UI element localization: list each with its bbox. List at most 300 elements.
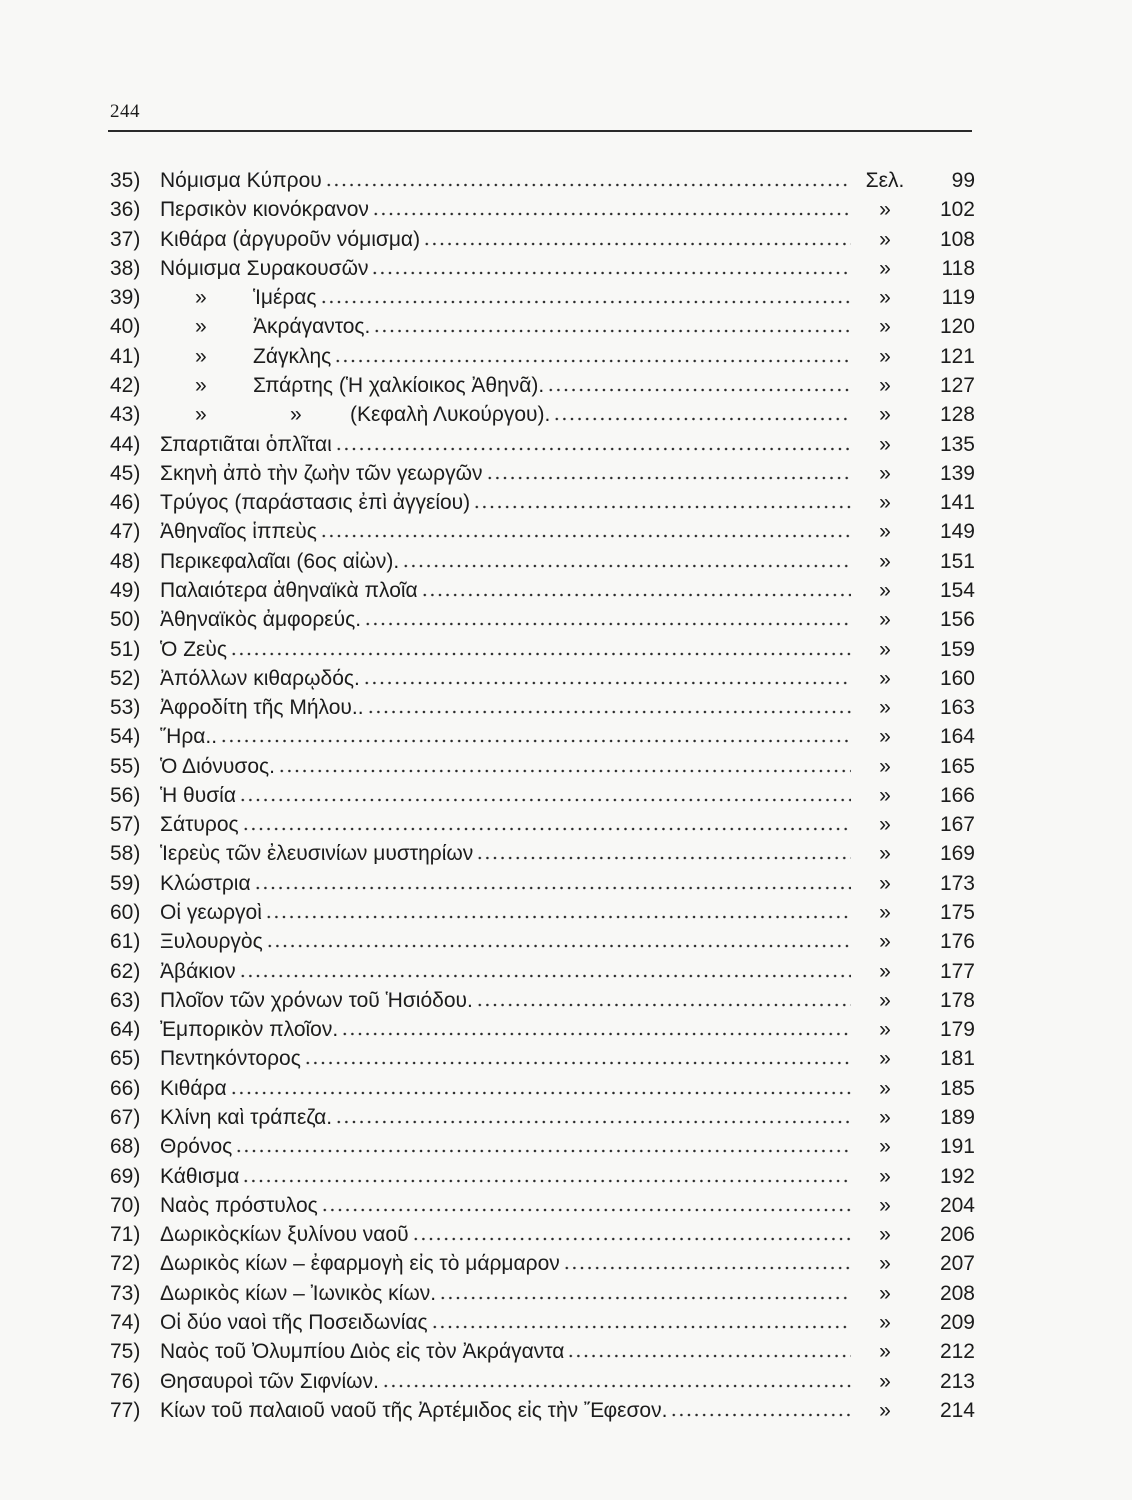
entry-title: Σπαρτιᾶται ὁπλῖται bbox=[160, 432, 332, 456]
entry-title-cell bbox=[160, 957, 855, 986]
entry-number: 49) bbox=[110, 578, 141, 602]
page-label: » bbox=[879, 315, 891, 339]
page-label: » bbox=[879, 725, 891, 749]
entry-title-cell bbox=[160, 430, 855, 459]
dot-leader bbox=[486, 476, 851, 480]
index-entry bbox=[110, 1249, 975, 1278]
entry-title-cell bbox=[160, 1191, 855, 1220]
index-entry bbox=[110, 400, 975, 429]
page-label: » bbox=[879, 871, 891, 895]
entry-number: 56) bbox=[110, 783, 141, 807]
index-entry bbox=[110, 371, 975, 400]
entry-page-number: 128 bbox=[939, 403, 975, 427]
entry-number: 48) bbox=[110, 549, 141, 573]
entry-page-number: 141 bbox=[939, 491, 975, 515]
entry-page-number: 189 bbox=[939, 1106, 975, 1129]
entry-page-number: 166 bbox=[939, 783, 975, 807]
entry-number: 64) bbox=[110, 1018, 141, 1042]
entry-title: Κιθάρα bbox=[160, 1076, 227, 1100]
entry-title: Περσικὸν κιονόκρανον bbox=[160, 198, 369, 222]
entry-number: 73) bbox=[110, 1281, 141, 1305]
index-entry bbox=[110, 693, 975, 722]
entry-title: Νόμισμα Συρακουσῶν bbox=[160, 256, 369, 280]
index-entry bbox=[110, 1337, 975, 1366]
entry-number: 36) bbox=[110, 198, 141, 222]
entry-title-cell bbox=[160, 225, 855, 254]
dot-leader bbox=[334, 359, 851, 363]
entry-number: 62) bbox=[110, 959, 141, 983]
index-entry bbox=[110, 1074, 975, 1103]
entry-number: 52) bbox=[110, 666, 141, 690]
entry-page-number: 127 bbox=[939, 373, 975, 397]
page-label: » bbox=[879, 813, 891, 837]
dot-leader bbox=[230, 1091, 851, 1095]
page-label: » bbox=[879, 1106, 891, 1129]
entry-number: 77) bbox=[110, 1398, 141, 1422]
entry-title-cell bbox=[160, 1015, 855, 1044]
entry-title-cell bbox=[160, 576, 855, 605]
index-entry bbox=[110, 722, 975, 751]
entry-title: Ἱμέρας bbox=[253, 286, 317, 310]
entry-number: 74) bbox=[110, 1310, 141, 1334]
page-label: » bbox=[879, 666, 891, 690]
entry-title-cell bbox=[160, 810, 855, 839]
entry-title: Δωρικὸς κίων – ἐφαρμογὴ εἰς τὸ μάρμαρον bbox=[160, 1252, 560, 1276]
entry-title: Ἀπόλλων κιθαρῳδός. bbox=[160, 666, 360, 690]
index-entry bbox=[110, 957, 975, 986]
entry-number: 43) bbox=[110, 403, 141, 427]
entry-title: Θρόνος bbox=[160, 1135, 233, 1159]
entry-title: Ἐμπορικὸν πλοῖον. bbox=[160, 1018, 339, 1042]
entry-number: 69) bbox=[110, 1164, 141, 1188]
dot-leader bbox=[321, 1208, 851, 1212]
entry-title-cell bbox=[160, 254, 855, 283]
entry-page-number: 209 bbox=[939, 1310, 975, 1334]
page-label: » bbox=[879, 1281, 891, 1305]
entry-title-cell bbox=[160, 312, 855, 341]
entry-title-cell bbox=[160, 898, 855, 927]
entry-title-cell bbox=[160, 1367, 855, 1396]
dot-leader bbox=[670, 1413, 851, 1417]
entry-number: 47) bbox=[110, 520, 141, 544]
entry-title: Σκηνὴ ἀπὸ τὴν ζωὴν τῶν γεωργῶν bbox=[160, 461, 483, 485]
page-label: » bbox=[879, 1076, 891, 1100]
entry-title: Ναὸς τοῦ Ὀλυμπίου Διὸς εἰς τὸν Ἀκράγαντα bbox=[160, 1340, 565, 1364]
dot-leader bbox=[235, 1149, 851, 1153]
entry-title-cell bbox=[160, 1337, 855, 1366]
page-label: » bbox=[879, 198, 891, 222]
entry-page-number: 204 bbox=[939, 1193, 975, 1217]
index-entry bbox=[110, 1220, 975, 1249]
entry-number: 50) bbox=[110, 608, 141, 632]
entry-number: 67) bbox=[110, 1106, 141, 1129]
entry-page-number: 212 bbox=[939, 1340, 975, 1364]
entry-page-number: 149 bbox=[939, 520, 975, 544]
dot-leader bbox=[423, 242, 851, 246]
index-entry bbox=[110, 781, 975, 810]
page-label: » bbox=[879, 461, 891, 485]
entry-page-number: 179 bbox=[939, 1018, 975, 1042]
entry-title-cell bbox=[160, 1308, 855, 1337]
page-label: » bbox=[879, 1135, 891, 1159]
index-entry bbox=[110, 1396, 975, 1425]
entry-page-number: 120 bbox=[939, 315, 975, 339]
dot-leader bbox=[320, 300, 851, 304]
page-label: » bbox=[879, 1193, 891, 1217]
dot-leader bbox=[320, 534, 851, 538]
entry-number: 65) bbox=[110, 1047, 141, 1071]
index-entry bbox=[110, 752, 975, 781]
entry-number: 75) bbox=[110, 1340, 141, 1364]
index-entry bbox=[110, 1132, 975, 1161]
page-label: » bbox=[879, 1047, 891, 1071]
entry-page-number: 192 bbox=[939, 1164, 975, 1188]
entry-page-number: 206 bbox=[939, 1223, 975, 1247]
entry-title: Ἀφροδίτη τῆς Μήλου.. bbox=[160, 696, 364, 720]
entry-title: (Κεφαλὴ Λυκούργου). bbox=[350, 403, 551, 427]
page-label: » bbox=[879, 520, 891, 544]
entry-page-number: 139 bbox=[939, 461, 975, 485]
index-entry bbox=[110, 517, 975, 546]
dot-leader bbox=[266, 944, 851, 948]
index-entry bbox=[110, 1103, 975, 1132]
entry-number: 45) bbox=[110, 461, 141, 485]
dot-leader bbox=[325, 183, 851, 187]
page-label: » bbox=[879, 286, 891, 310]
dot-leader bbox=[239, 974, 851, 978]
entry-number: 53) bbox=[110, 696, 141, 720]
page-label: » bbox=[879, 1223, 891, 1247]
entry-title: Πλοῖον τῶν χρόνων τοῦ Ἡσιόδου. bbox=[160, 988, 473, 1012]
entry-title: Νόμισμα Κύπρου bbox=[160, 169, 322, 192]
entry-page-number: 102 bbox=[939, 198, 975, 222]
entry-number: 41) bbox=[110, 344, 141, 368]
page-label: » bbox=[879, 754, 891, 778]
dot-leader bbox=[230, 652, 851, 656]
page-label: » bbox=[879, 549, 891, 573]
entry-title: Κάθισμα bbox=[160, 1164, 240, 1188]
dot-leader bbox=[304, 1061, 851, 1065]
entry-title-cell bbox=[160, 400, 855, 429]
dot-leader bbox=[421, 593, 851, 597]
page-number-header: 244 bbox=[110, 101, 140, 122]
entry-title-cell bbox=[160, 693, 855, 722]
entry-page-number: 177 bbox=[939, 959, 975, 983]
entry-number: 70) bbox=[110, 1193, 141, 1217]
entry-title: Ἡ θυσία bbox=[160, 783, 236, 807]
entry-title-cell bbox=[160, 1074, 855, 1103]
entry-page-number: 154 bbox=[939, 578, 975, 602]
entry-number: 40) bbox=[110, 315, 141, 339]
index-entry bbox=[110, 1279, 975, 1308]
entry-title: Ἱερεὺς τῶν ἐλευσινίων μυστηρίων bbox=[160, 842, 474, 866]
entry-page-number: 181 bbox=[939, 1047, 975, 1071]
entry-number: 66) bbox=[110, 1076, 141, 1100]
entry-title-cell bbox=[160, 371, 855, 400]
entry-title: Ὁ Διόνυσος. bbox=[160, 754, 275, 778]
dot-leader bbox=[412, 1237, 851, 1241]
entry-title: Περικεφαλαῖαι (6ος αἰὼν). bbox=[160, 549, 400, 573]
page-label: » bbox=[879, 1252, 891, 1276]
entry-title: Ἀκράγαντος. bbox=[253, 315, 371, 339]
entry-number: 39) bbox=[110, 286, 141, 310]
dot-leader bbox=[242, 1179, 851, 1183]
index-entry bbox=[110, 1308, 975, 1337]
index-entry bbox=[110, 547, 975, 576]
page-label: » bbox=[879, 227, 891, 251]
page-label: » bbox=[879, 608, 891, 632]
entry-title: Θησαυροὶ τῶν Σιφνίων. bbox=[160, 1369, 379, 1393]
index-entry bbox=[110, 898, 975, 927]
page-label: » bbox=[879, 256, 891, 280]
entry-title-cell bbox=[160, 1103, 855, 1132]
index-entry bbox=[110, 664, 975, 693]
entry-number: 76) bbox=[110, 1369, 141, 1393]
dot-leader bbox=[373, 329, 851, 333]
entry-title-cell bbox=[160, 781, 855, 810]
index-entry bbox=[110, 576, 975, 605]
index-entry bbox=[110, 927, 975, 956]
header-rule bbox=[108, 130, 972, 132]
entry-number: 46) bbox=[110, 491, 141, 515]
index-entry bbox=[110, 986, 975, 1015]
entry-number: 44) bbox=[110, 432, 141, 456]
dot-leader bbox=[563, 1266, 851, 1270]
entry-page-number: 176 bbox=[939, 930, 975, 954]
ditto-mark: » bbox=[290, 403, 302, 427]
entry-page-number: 214 bbox=[939, 1398, 975, 1422]
entry-page-number: 178 bbox=[939, 988, 975, 1012]
entry-title: Σπάρτης (Ἡ χαλκίοικος Ἀθηνᾶ). bbox=[253, 373, 545, 397]
entry-number: 35) bbox=[110, 169, 141, 192]
entry-title-cell bbox=[160, 459, 855, 488]
entry-page-number: 169 bbox=[939, 842, 975, 866]
entry-title-cell bbox=[160, 1044, 855, 1073]
entry-title: Κλώστρια bbox=[160, 871, 251, 895]
entry-title-cell bbox=[160, 195, 855, 224]
index-entry bbox=[110, 195, 975, 224]
dot-leader bbox=[239, 798, 851, 802]
index-entry bbox=[110, 1162, 975, 1191]
dot-leader bbox=[371, 271, 851, 275]
entry-number: 68) bbox=[110, 1135, 141, 1159]
entry-number: 51) bbox=[110, 637, 141, 661]
entry-number: 54) bbox=[110, 725, 141, 749]
dot-leader bbox=[364, 622, 851, 626]
entry-number: 58) bbox=[110, 842, 141, 866]
ditto-mark: » bbox=[195, 286, 207, 310]
page-label: Σελ. bbox=[865, 169, 905, 192]
page-label: » bbox=[879, 1018, 891, 1042]
page-label: » bbox=[879, 373, 891, 397]
index-entry bbox=[110, 839, 975, 868]
entry-page-number: 173 bbox=[939, 871, 975, 895]
entry-title-cell bbox=[160, 342, 855, 371]
entry-page-number: 160 bbox=[939, 666, 975, 690]
page-label: » bbox=[879, 842, 891, 866]
dot-leader bbox=[341, 1032, 851, 1036]
entry-page-number: 207 bbox=[939, 1252, 975, 1276]
entry-title-cell bbox=[160, 927, 855, 956]
entry-title-cell bbox=[160, 547, 855, 576]
index-entry bbox=[110, 1367, 975, 1396]
entry-page-number: 208 bbox=[939, 1281, 975, 1305]
entry-page-number: 135 bbox=[939, 432, 975, 456]
page-label: » bbox=[879, 432, 891, 456]
index-entry bbox=[110, 869, 975, 898]
page-label: » bbox=[879, 783, 891, 807]
entry-title-cell bbox=[160, 1162, 855, 1191]
entry-title: Σάτυρος bbox=[160, 813, 239, 837]
entry-number: 59) bbox=[110, 871, 141, 895]
entry-title-cell bbox=[160, 1249, 855, 1278]
page-label: » bbox=[879, 959, 891, 983]
dot-leader bbox=[382, 1384, 851, 1388]
index-entry bbox=[110, 1044, 975, 1073]
entry-title: Ἀθηναϊκὸς ἀμφορεύς. bbox=[160, 608, 362, 632]
dot-leader bbox=[278, 769, 851, 773]
dot-leader bbox=[431, 1325, 851, 1329]
entry-title: Τρύγος (παράστασις ἐπὶ ἀγγείου) bbox=[160, 491, 471, 515]
entry-number: 72) bbox=[110, 1252, 141, 1276]
entry-title-cell bbox=[160, 517, 855, 546]
entry-number: 38) bbox=[110, 256, 141, 280]
entry-title: Ἀθηναῖος ἱππεὺς bbox=[160, 520, 317, 544]
entry-title: Ἥρα.. bbox=[160, 725, 218, 749]
entry-page-number: 165 bbox=[939, 754, 975, 778]
page-label: » bbox=[879, 1398, 891, 1422]
entry-title-cell bbox=[160, 664, 855, 693]
dot-leader bbox=[363, 681, 851, 685]
dot-leader bbox=[367, 710, 851, 714]
dot-leader bbox=[242, 827, 851, 831]
entry-page-number: 163 bbox=[939, 696, 975, 720]
dot-leader bbox=[335, 447, 851, 451]
index-entry bbox=[110, 605, 975, 634]
dot-leader bbox=[335, 1120, 851, 1124]
entry-title-cell bbox=[160, 722, 855, 751]
dot-leader bbox=[476, 1003, 851, 1007]
page-label: » bbox=[879, 403, 891, 427]
entry-title-cell bbox=[160, 166, 855, 195]
ditto-mark: » bbox=[195, 403, 207, 427]
entry-title-cell bbox=[160, 635, 855, 664]
entry-title: Ὁ Ζεὺς bbox=[160, 637, 227, 661]
entry-page-number: 191 bbox=[939, 1135, 975, 1159]
index-entry bbox=[110, 342, 975, 371]
entry-page-number: 185 bbox=[939, 1076, 975, 1100]
entry-page-number: 119 bbox=[941, 286, 975, 310]
page-label: » bbox=[879, 988, 891, 1012]
entry-title: Πεντηκόντορος bbox=[160, 1047, 301, 1071]
index-entry bbox=[110, 225, 975, 254]
dot-leader bbox=[553, 417, 851, 421]
entry-title: Κιθάρα (ἀργυροῦν νόμισμα) bbox=[160, 227, 421, 251]
entry-title-cell bbox=[160, 986, 855, 1015]
ditto-mark: » bbox=[195, 373, 207, 397]
page-label: » bbox=[879, 901, 891, 925]
entry-title-cell bbox=[160, 1220, 855, 1249]
ditto-mark: » bbox=[195, 344, 207, 368]
entry-title-cell bbox=[160, 605, 855, 634]
index-entry bbox=[110, 312, 975, 341]
entry-title-cell bbox=[160, 1132, 855, 1161]
dot-leader bbox=[254, 886, 851, 890]
index-entry bbox=[110, 635, 975, 664]
dot-leader bbox=[547, 388, 851, 392]
page-label: » bbox=[879, 637, 891, 661]
entry-page-number: 175 bbox=[939, 901, 975, 925]
dot-leader bbox=[567, 1354, 851, 1358]
entry-page-number: 167 bbox=[939, 813, 975, 837]
entry-title-cell bbox=[160, 283, 855, 312]
entry-title: Κλίνη καὶ τράπεζα. bbox=[160, 1106, 333, 1129]
entry-title: Ἀβάκιον bbox=[160, 959, 236, 983]
dot-leader bbox=[439, 1296, 851, 1300]
dot-leader bbox=[265, 915, 851, 919]
entry-number: 61) bbox=[110, 930, 141, 954]
index-entry bbox=[110, 810, 975, 839]
entry-number: 71) bbox=[110, 1223, 141, 1247]
entry-page-number: 121 bbox=[939, 344, 975, 368]
entry-title-cell bbox=[160, 869, 855, 898]
index-entry bbox=[110, 1191, 975, 1220]
entry-title-cell bbox=[160, 1396, 855, 1425]
dot-leader bbox=[220, 739, 851, 743]
page-label: » bbox=[879, 344, 891, 368]
entry-title-cell bbox=[160, 839, 855, 868]
entry-title: Παλαιότερα ἀθηναϊκὰ πλοῖα bbox=[160, 578, 418, 602]
entry-title-cell bbox=[160, 1279, 855, 1308]
entry-title: Οἱ δύο ναοὶ τῆς Ποσειδωνίας bbox=[160, 1310, 428, 1334]
entry-number: 37) bbox=[110, 227, 141, 251]
entry-page-number: 151 bbox=[939, 549, 975, 573]
page-label: » bbox=[879, 930, 891, 954]
ditto-mark: » bbox=[195, 315, 207, 339]
entry-title-cell bbox=[160, 752, 855, 781]
entry-number: 42) bbox=[110, 373, 141, 397]
page-label: » bbox=[879, 1164, 891, 1188]
entry-page-number: 108 bbox=[939, 227, 975, 251]
page-label: » bbox=[879, 696, 891, 720]
entry-title: Δωρικὸςκίων ξυλίνου ναοῦ bbox=[160, 1223, 409, 1247]
entry-page-number: 118 bbox=[941, 256, 975, 280]
index-entry bbox=[110, 254, 975, 283]
entry-page-number: 159 bbox=[939, 637, 975, 661]
index-entry bbox=[110, 488, 975, 517]
entry-page-number: 164 bbox=[939, 725, 975, 749]
dot-leader bbox=[473, 505, 851, 509]
entry-title: Δωρικὸς κίων – Ἰωνικὸς κίων. bbox=[160, 1281, 437, 1305]
page-label: » bbox=[879, 1369, 891, 1393]
index-entry bbox=[110, 430, 975, 459]
index-entry bbox=[110, 1015, 975, 1044]
entry-page-number: 213 bbox=[939, 1369, 975, 1393]
entry-number: 57) bbox=[110, 813, 141, 837]
entry-number: 55) bbox=[110, 754, 141, 778]
entry-title: Ξυλουργὸς bbox=[160, 930, 263, 954]
entry-title: Κίων τοῦ παλαιοῦ ναοῦ τῆς Ἀρτέμιδος εἰς τὴν Ἔφεσον. bbox=[160, 1398, 668, 1422]
dot-leader bbox=[372, 212, 851, 216]
entry-number: 63) bbox=[110, 988, 141, 1012]
page-label: » bbox=[879, 1310, 891, 1334]
entry-title: Οἱ γεωργοὶ bbox=[160, 901, 262, 925]
index-entry bbox=[110, 459, 975, 488]
dot-leader bbox=[476, 856, 851, 860]
entry-title: Ζάγκλης bbox=[253, 344, 332, 368]
illustrations-index-list bbox=[110, 166, 975, 1425]
entry-number: 60) bbox=[110, 901, 141, 925]
